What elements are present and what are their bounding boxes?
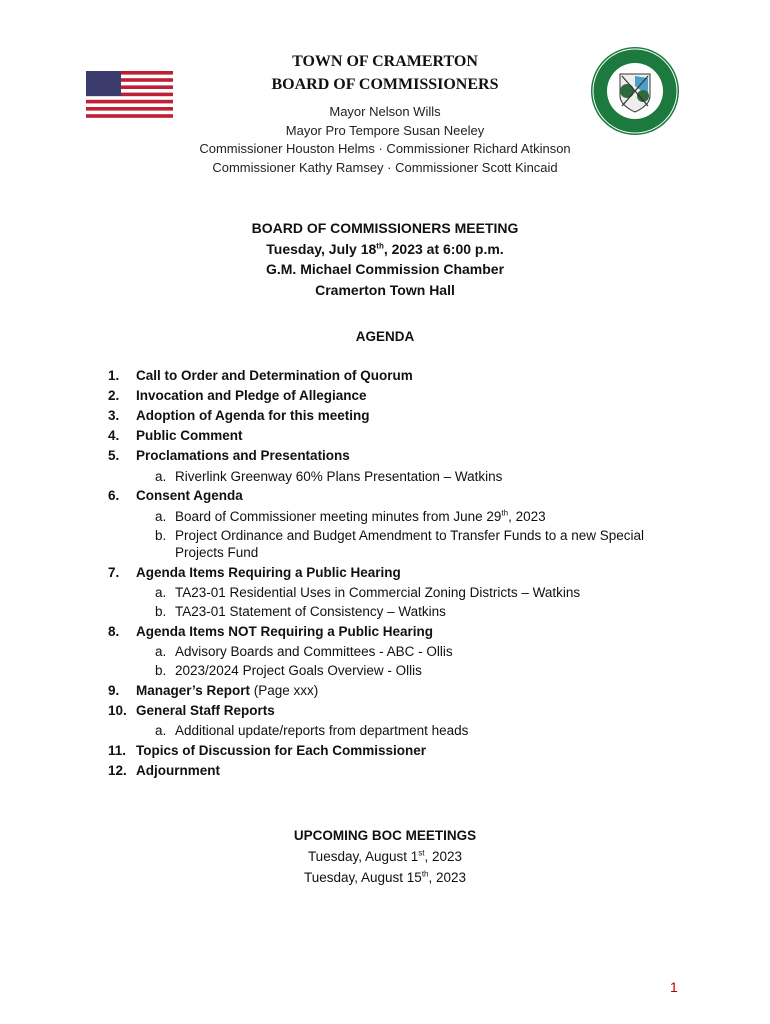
agenda-list (108, 366, 668, 781)
upcoming-date: Tuesday, August 15th, 2023 (303, 869, 467, 885)
agenda-subitem: a. Advisory Boards and Committees - ABC - Ollis (155, 644, 453, 659)
agenda-item: 8. Agenda Items NOT Requiring a Public Hearing a. Advisory Boards and Committees - ABC - Ollis b. 2023/2024 Project Goals Overview - Ollis (108, 622, 668, 680)
official-line: Mayor Pro Tempore Susan Neeley (285, 122, 485, 138)
agenda-subitem: b. TA23-01 Statement of Consistency – Watkins (155, 604, 446, 619)
agenda-item: 5. Proclamations and Presentations a. Riverlink Greenway 60% Plans Presentation – Watkins (108, 446, 668, 485)
agenda-subitem: a. Riverlink Greenway 60% Plans Presentation – Watkins (155, 468, 503, 484)
agenda-item: 9. Manager’s Report (Page xxx) (108, 682, 319, 698)
meeting-building: Cramerton Town Hall (315, 282, 455, 299)
agenda-item: 7. Agenda Items Requiring a Public Hearing a. TA23-01 Residential Uses in Commercial Zoning Districts – Watkins b. TA23-01 Statement of Consistency – Watkins (108, 563, 668, 621)
upcoming-meetings (0, 825, 770, 888)
officials-list (0, 103, 770, 177)
agenda-subitem: a. TA23-01 Residential Uses in Commercial Zoning Districts – Watkins (155, 585, 581, 600)
official-line: Commissioner Kathy Ramsey · Commissioner Scott Kincaid (212, 159, 558, 175)
official-line: Commissioner Houston Helms · Commissioner Richard Atkinson (199, 141, 571, 156)
meeting-info (0, 218, 770, 301)
agenda-item: 3. Adoption of Agenda for this meeting (108, 408, 370, 423)
agenda-item: 1. Call to Order and Determination of Quorum (108, 368, 413, 383)
upcoming-date: Tuesday, August 1st, 2023 (307, 848, 463, 864)
board-name: BOARD OF COMMISSIONERS (271, 76, 499, 93)
agenda-subitem: b. 2023/2024 Project Goals Overview - Ollis (155, 663, 422, 678)
agenda-item: 10. General Staff Reports a. Additional update/reports from department heads (108, 701, 668, 740)
meeting-title: BOARD OF COMMISSIONERS MEETING (251, 220, 519, 236)
agenda-item: 6. Consent Agenda a. Board of Commissioner meeting minutes from June 29th, 2023 b. Project Ordinance and Budget Amendment to Transfer Funds to a new Special Projects Fund (108, 486, 668, 562)
agenda-title: AGENDA (355, 329, 415, 344)
meeting-location: G.M. Michael Commission Chamber (265, 261, 505, 278)
meeting-date: Tuesday, July 18th, 2023 at 6:00 p.m. (266, 240, 504, 257)
agenda-item: 11. Topics of Discussion for Each Commissioner (108, 742, 427, 758)
page-number: 1 (670, 979, 678, 995)
town-name: TOWN OF CRAMERTON (292, 53, 478, 70)
agenda-subitem: a. Board of Commissioner meeting minutes from June 29th, 2023 (155, 508, 546, 524)
agenda-subitem: a. Additional update/reports from department heads (155, 723, 469, 738)
upcoming-title: UPCOMING BOC MEETINGS (293, 828, 477, 843)
agenda-subitem: b. Project Ordinance and Budget Amendment to Transfer Funds to a new Special Projects Fund (155, 527, 645, 560)
official-line: Mayor Nelson Wills (329, 104, 441, 119)
agenda-item: 4. Public Comment (108, 428, 243, 443)
agenda-item: 12. Adjournment (108, 762, 220, 778)
agenda-item: 2. Invocation and Pledge of Allegiance (108, 388, 367, 403)
